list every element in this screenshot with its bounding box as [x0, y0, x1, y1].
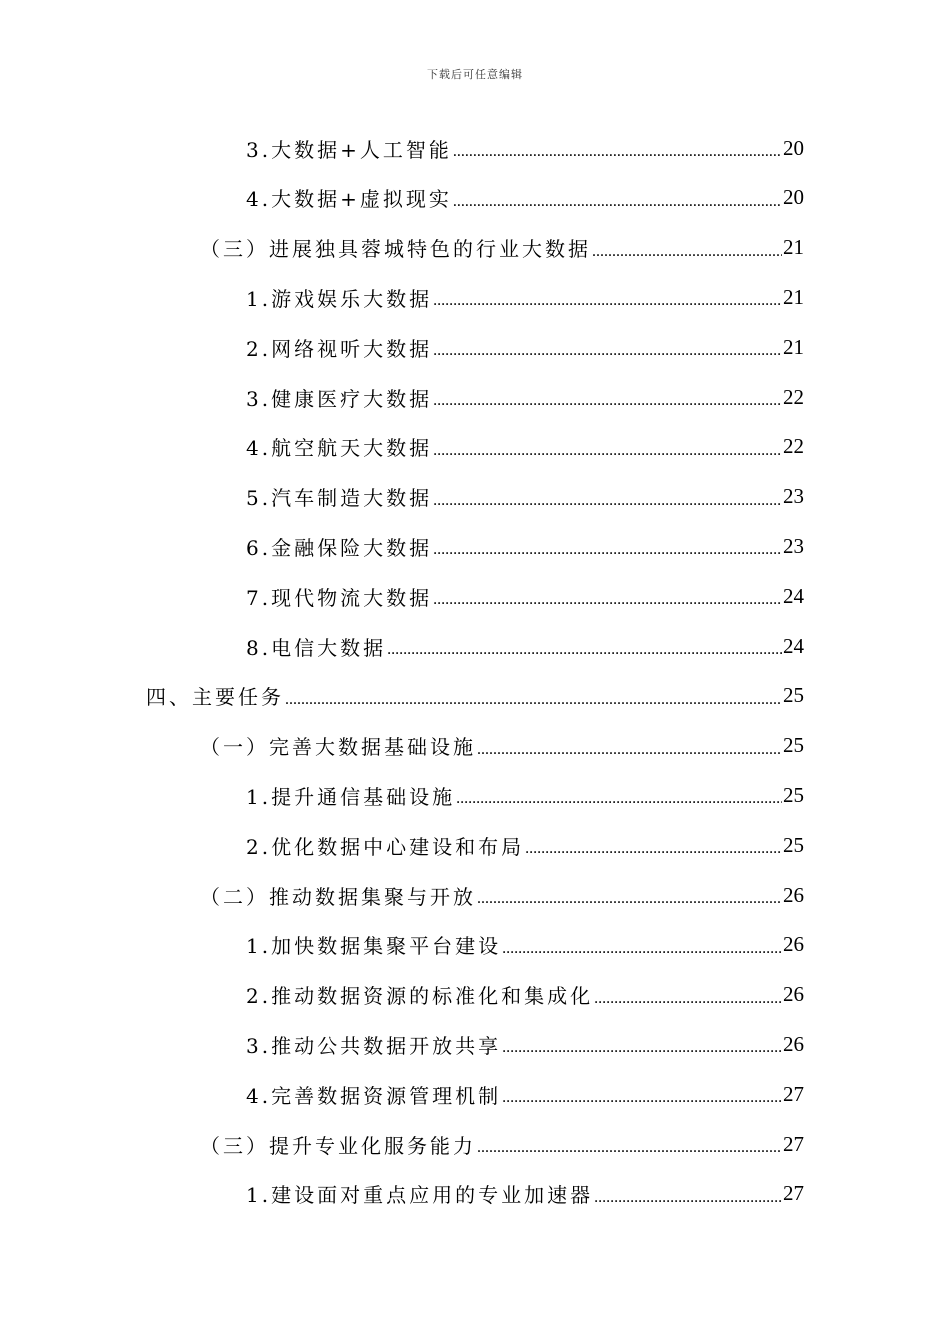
- toc-leader-dots: [387, 641, 782, 659]
- toc-entry[interactable]: [246, 775, 804, 815]
- toc-entry[interactable]: [246, 277, 804, 317]
- toc-leader-dots: [433, 292, 782, 310]
- toc-page-number: 21: [783, 235, 804, 260]
- toc-entry[interactable]: [246, 626, 804, 666]
- toc-leader-dots: [433, 591, 782, 609]
- toc-leader-dots: [453, 143, 782, 161]
- toc-leader-dots: [502, 1039, 782, 1057]
- toc-entry-label: 1.提升通信基础设施: [246, 784, 456, 809]
- toc-leader-dots: [453, 193, 782, 211]
- toc-entry-label: （一）完善大数据基础设施: [200, 735, 476, 760]
- toc-entry[interactable]: [246, 128, 804, 168]
- toc-leader-dots: [477, 890, 782, 908]
- toc-page-number: 23: [783, 533, 804, 558]
- toc-page-number: 26: [783, 1031, 804, 1056]
- toc-page-number: 20: [783, 135, 804, 160]
- toc-entry[interactable]: [246, 377, 804, 417]
- toc-entry-label: （二）推动数据集聚与开放: [200, 884, 476, 909]
- toc-entry-label: 1.建设面对重点应用的专业加速器: [246, 1183, 594, 1208]
- toc-entry[interactable]: [246, 925, 804, 965]
- toc-page-number: 25: [783, 683, 804, 708]
- toc-page-number: 25: [783, 782, 804, 807]
- toc-page-number: 23: [783, 484, 804, 509]
- toc-page-number: 26: [783, 982, 804, 1007]
- toc-entry-label: 4.完善数据资源管理机制: [246, 1083, 502, 1108]
- toc-entry-label: 3.健康医疗大数据: [246, 386, 433, 411]
- toc-page-number: 24: [783, 583, 804, 608]
- toc-entry-label: 3.大数据+人工智能: [246, 137, 452, 162]
- toc-entry-label: 2.推动数据资源的标准化和集成化: [246, 984, 594, 1009]
- toc-leader-dots: [433, 492, 782, 510]
- toc-page-number: 25: [783, 733, 804, 758]
- toc-leader-dots: [433, 442, 782, 460]
- toc-leader-dots: [456, 790, 782, 808]
- toc-page-number: 22: [783, 434, 804, 459]
- toc-entry[interactable]: [246, 178, 804, 218]
- toc-entry[interactable]: [246, 1074, 804, 1114]
- toc-page-number: 26: [783, 882, 804, 907]
- toc-entry-label: 3.推动公共数据开放共享: [246, 1033, 502, 1058]
- toc-entry-label: 7.现代物流大数据: [246, 585, 433, 610]
- toc-leader-dots: [477, 1139, 782, 1157]
- toc-page-number: 21: [783, 334, 804, 359]
- toc-entry[interactable]: [246, 1174, 804, 1214]
- toc-entry[interactable]: [246, 327, 804, 367]
- toc-entry[interactable]: [246, 526, 804, 566]
- toc-page-number: 27: [783, 1131, 804, 1156]
- toc-page-number: 26: [783, 932, 804, 957]
- toc-page-number: 21: [783, 284, 804, 309]
- toc-entry[interactable]: [200, 228, 804, 268]
- toc-page-number: 24: [783, 633, 804, 658]
- toc-entry-label: 5.汽车制造大数据: [246, 486, 433, 511]
- toc-leader-dots: [285, 691, 782, 709]
- toc-entry-label: 1.游戏娱乐大数据: [246, 286, 433, 311]
- toc-entry-label: 1.加快数据集聚平台建设: [246, 934, 502, 959]
- toc-entry[interactable]: [246, 975, 804, 1015]
- toc-entry[interactable]: [200, 726, 804, 766]
- toc-leader-dots: [592, 243, 782, 261]
- toc-leader-dots: [433, 392, 782, 410]
- toc-entry-label: 4.航空航天大数据: [246, 436, 433, 461]
- toc-leader-dots: [594, 990, 782, 1008]
- page-header: 下载后可任意编辑: [427, 68, 523, 81]
- toc-entry-label: 6.金融保险大数据: [246, 535, 433, 560]
- toc-entry-label: 2.优化数据中心建设和布局: [246, 834, 525, 859]
- toc-leader-dots: [502, 1089, 782, 1107]
- toc-entry-label: 四、主要任务: [146, 685, 284, 710]
- toc-page-number: 27: [783, 1081, 804, 1106]
- toc-entry[interactable]: [246, 1024, 804, 1064]
- toc-page-number: 27: [783, 1181, 804, 1206]
- toc-leader-dots: [433, 342, 782, 360]
- toc-entry-label: （三）进展独具蓉城特色的行业大数据: [200, 237, 591, 262]
- toc-entry[interactable]: [246, 427, 804, 467]
- toc-leader-dots: [477, 741, 782, 759]
- toc-entry-label: （三）提升专业化服务能力: [200, 1133, 476, 1158]
- toc-page-number: 20: [783, 185, 804, 210]
- toc-entry[interactable]: [200, 1124, 804, 1164]
- toc-page-number: 22: [783, 384, 804, 409]
- toc-entry[interactable]: [246, 477, 804, 517]
- toc-entry-label: 8.电信大数据: [246, 635, 387, 660]
- toc-page-number: 25: [783, 832, 804, 857]
- toc-leader-dots: [502, 940, 782, 958]
- toc-entry-label: 4.大数据+虚拟现实: [246, 187, 452, 212]
- toc-entry-label: 2.网络视听大数据: [246, 336, 433, 361]
- toc-leader-dots: [433, 541, 782, 559]
- toc-entry[interactable]: [146, 676, 804, 716]
- toc-leader-dots: [525, 840, 782, 858]
- toc-leader-dots: [594, 1189, 782, 1207]
- toc-entry[interactable]: [200, 875, 804, 915]
- toc-entry[interactable]: [246, 576, 804, 616]
- toc-entry[interactable]: [246, 825, 804, 865]
